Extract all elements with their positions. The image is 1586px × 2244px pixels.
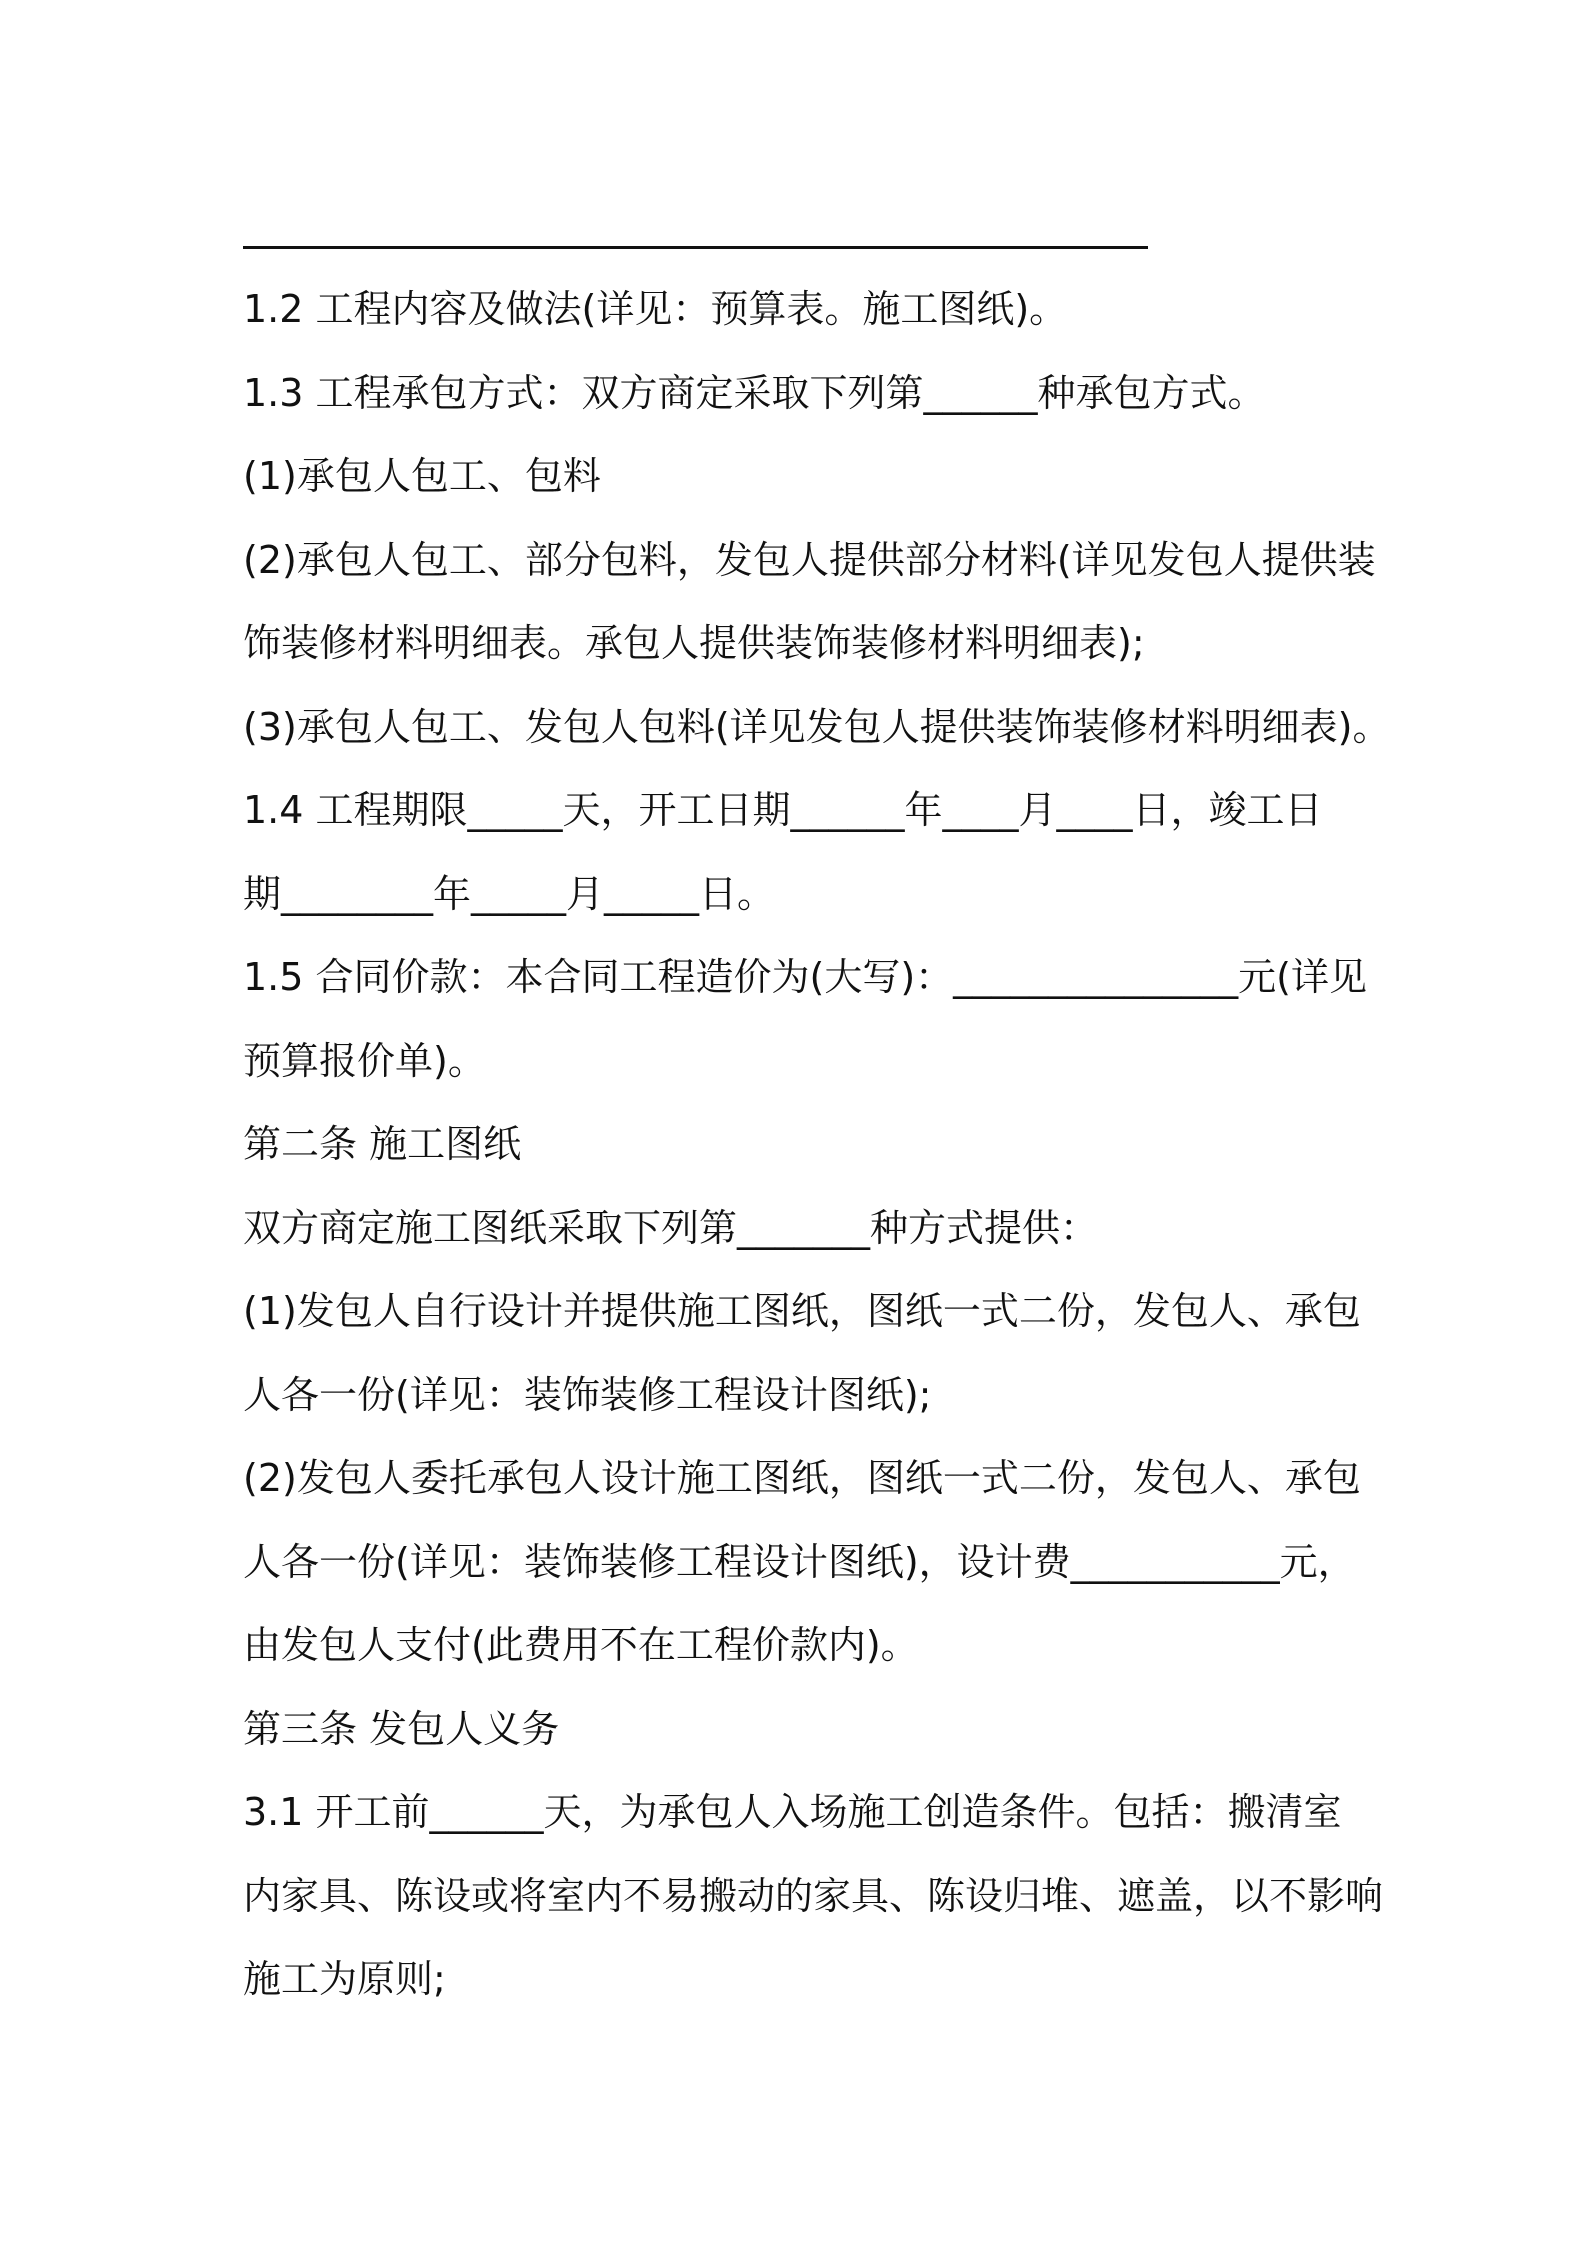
clause-1-4-line: 1.4 工程期限_____天，开工日期______年____月____日，竣工日 xyxy=(243,788,1323,832)
document-body xyxy=(243,268,1391,2022)
option-1-line: (1)承包人包工、包料 xyxy=(243,454,601,498)
clause-1-5-line: 1.5 合同价款：本合同工程造价为(大写)：_______________元(详见 xyxy=(243,955,1367,999)
clause-1-3-line: 1.3 工程承包方式：双方商定采取下列第______种承包方式。 xyxy=(243,370,1266,415)
clause-3-1-end-line: 施工为原则; xyxy=(243,1957,446,2001)
option-2-line: (2)承包人包工、部分包料，发包人提供部分材料(详见发包人提供装 xyxy=(243,537,1376,582)
article-2-heading: 第二条 施工图纸 xyxy=(243,1122,522,1166)
article-2-intro-line: 双方商定施工图纸采取下列第_______种方式提供： xyxy=(243,1205,1099,1250)
drawing-option-1-continued-line: 人各一份(详见：装饰装修工程设计图纸); xyxy=(243,1372,932,1417)
drawing-option-2-line: (2)发包人委托承包人设计施工图纸，图纸一式二份，发包人、承包 xyxy=(243,1456,1361,1500)
drawing-option-2-continued-line: 人各一份(详见：装饰装修工程设计图纸)，设计费___________元， xyxy=(243,1539,1356,1584)
clause-1-4-continued-line: 期________年_____月_____日。 xyxy=(243,871,776,916)
drawing-option-2-payment-line: 由发包人支付(此费用不在工程价款内)。 xyxy=(243,1623,919,1667)
clause-1-5-continued-line: 预算报价单)。 xyxy=(243,1038,486,1083)
clause-3-1-line: 3.1 开工前______天，为承包人入场施工创造条件。包括：搬清室 xyxy=(243,1790,1342,1834)
option-2-continued-line: 饰装修材料明细表。承包人提供装饰装修材料明细表); xyxy=(243,621,1145,665)
clause-3-1-continued-line: 内家具、陈设或将室内不易搬动的家具、陈设归堆、遮盖，以不影响 xyxy=(243,1873,1384,1918)
clause-1-2-line: 1.2 工程内容及做法(详见：预算表。施工图纸)。 xyxy=(243,287,1068,331)
article-3-heading: 第三条 发包人义务 xyxy=(243,1706,560,1751)
top-blank-line xyxy=(243,246,1148,249)
drawing-option-1-line: (1)发包人自行设计并提供施工图纸，图纸一式二份，发包人、承包 xyxy=(243,1289,1361,1333)
option-3-line: (3)承包人包工、发包人包料(详见发包人提供装饰装修材料明细表)。 xyxy=(243,704,1391,749)
